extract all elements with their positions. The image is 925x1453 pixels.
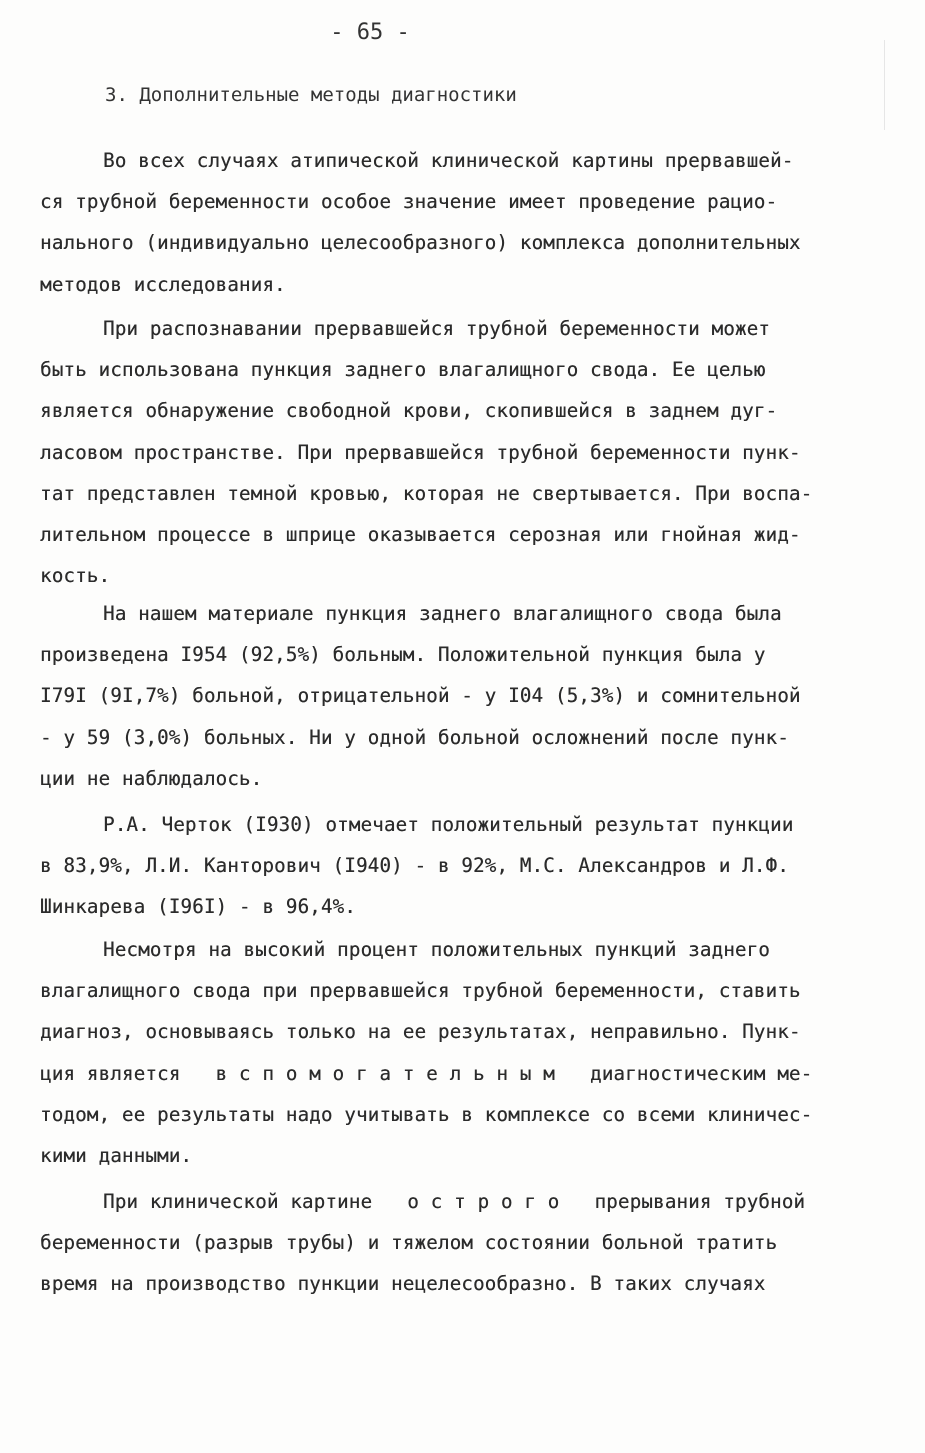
section-heading: 3. Дополнительные методы диагностики [105, 84, 517, 106]
text-line: кость. [40, 564, 111, 588]
text-line: в 83,9%, Л.И. Канторович (I940) - в 92%, М.С. Александров и Л.Ф. [40, 854, 789, 878]
paragraph-1 [40, 140, 885, 305]
paragraph-3 [40, 593, 885, 799]
text-line: При распознавании прервавшейся трубной беременности может [103, 317, 771, 340]
text-line: На нашем материале пункция заднего влагалищного свода была [103, 602, 782, 625]
text-line: беременности (разрыв трубы) и тяжелом состоянии больной тратить [40, 1231, 778, 1255]
text-line: является обнаружение свободной крови, скопившейся в заднем дуг- [40, 399, 778, 423]
text-line: ции не наблюдалось. [40, 766, 263, 790]
text-line: влагалищного свода при прервавшейся трубной беременности, ставить [40, 979, 801, 1003]
text-line: нального (индивидуально целесообразного) комплекса дополнительных [40, 231, 801, 255]
page-number: - 65 - [330, 20, 410, 45]
text-line: Шинкарева (I96I) - в 96,4%. [40, 895, 356, 919]
text-line: тат представлен темной кровью, которая не свертывается. При воспа- [40, 481, 813, 505]
text-line: тодом, ее результаты надо учитывать в комплексе со всеми клиничес- [40, 1102, 813, 1126]
text-line: методов исследования. [40, 272, 286, 296]
paragraph-5 [40, 929, 885, 1176]
paragraph-2 [40, 308, 885, 596]
scan-edge-line [884, 40, 885, 130]
text-line: I79I (9I,7%) больной, отрицательной - у I04 (5,3%) и сомнительной [40, 684, 801, 708]
text-line: ся трубной беременности особое значение имеет проведение рацио- [40, 190, 778, 214]
text-line: ласовом пространстве. При прервавшейся трубной беременности пунк- [40, 440, 801, 464]
text-line: лительном процессе в шприце оказывается серозная или гнойная жид- [40, 522, 801, 546]
paragraph-4 [40, 804, 885, 928]
text-line: кими данными. [40, 1143, 193, 1167]
text-line: диагноз, основываясь только на ее результатах, неправильно. Пунк- [40, 1020, 801, 1044]
text-line: время на производство пункции нецелесообразно. В таких случаях [40, 1272, 766, 1296]
text-line: - у 59 (3,0%) больных. Ни у одной больной осложнений после пунк- [40, 725, 789, 749]
text-line: ция является в с п о м о г а т е л ь н ы м диагностическим ме- [40, 1061, 813, 1085]
text-line: Р.А. Черток (I930) отмечает положительный результат пункции [103, 813, 794, 836]
text-line: произведена I954 (92,5%) больным. Положительной пункция была у [40, 643, 766, 667]
paragraph-6 [40, 1181, 885, 1305]
text-line: Несмотря на высокий процент положительных пункций заднего [103, 938, 771, 961]
text-line: Во всех случаях атипической клинической картины прервавшей- [103, 149, 794, 172]
text-line: При клинической картине о с т р о г о прерывания трубной [103, 1190, 806, 1213]
text-line: быть использована пункция заднего влагалищного свода. Ее целью [40, 358, 766, 382]
